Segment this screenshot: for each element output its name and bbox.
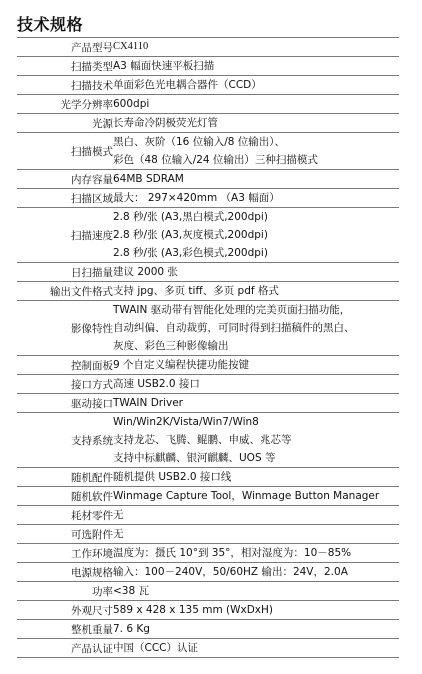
spec-value-line: 支持中标麒麟、银河麒麟、UOS 等: [113, 452, 276, 464]
spec-value: [113, 525, 399, 544]
spec-label: 产品型号: [71, 41, 113, 54]
spec-value-line: 2.8 秒/张 (A3,黑白模式,200dpi): [113, 211, 268, 223]
spec-value-line: 最大： 297×420mm （A3 幅面）: [113, 192, 280, 204]
spec-value: [113, 468, 399, 487]
spec-value-line: A3 幅面快速平板扫描: [113, 60, 215, 72]
spec-value: [113, 282, 399, 301]
spec-value: [113, 639, 399, 658]
spec-value-line: 64MB SDRAM: [113, 173, 184, 185]
spec-row: [17, 301, 399, 356]
spec-value-line: 支持龙芯、飞腾、鲲鹏、申威、兆芯等: [113, 434, 292, 446]
spec-value-line: 长寿命冷阴极荧光灯管: [113, 117, 218, 129]
spec-value-line: CX4110: [113, 41, 149, 52]
spec-label: 工作环境: [71, 547, 113, 560]
spec-value: [113, 620, 399, 639]
spec-label: 功率: [92, 585, 113, 598]
spec-label: 扫描技术: [71, 79, 113, 92]
spec-value-line: Winmage Capture Tool，Winmage Button Manager: [113, 490, 380, 502]
spec-value-line: 589 x 428 x 135 mm (WxDxH): [113, 604, 274, 616]
spec-value-line: 随机提供 USB2.0 接口线: [113, 471, 232, 483]
spec-row: [17, 114, 399, 133]
spec-value: [113, 356, 399, 375]
spec-row: [17, 375, 399, 394]
page-title: 技术规格: [17, 15, 84, 34]
spec-label: 随机配件: [71, 471, 113, 484]
spec-label: 支持系统: [71, 434, 113, 447]
spec-row: [17, 170, 399, 189]
spec-label: 影像特性: [71, 322, 113, 335]
spec-value: [113, 208, 399, 263]
spec-value: [113, 301, 399, 356]
spec-row: [17, 525, 399, 544]
spec-label: 耗材零件: [71, 509, 113, 522]
spec-label: 随机软件: [71, 490, 113, 503]
spec-table-body: [17, 38, 399, 658]
spec-value-line: 建议 2000 张: [113, 266, 178, 278]
spec-value: [113, 189, 399, 208]
spec-row: [17, 356, 399, 375]
spec-label: 光学分辨率: [60, 98, 113, 111]
spec-value: [113, 394, 399, 413]
spec-value: [113, 582, 399, 601]
spec-value-line: 600dpi: [113, 98, 150, 110]
spec-value-line: 自动纠偏、自动裁剪，可同时得到扫描稿件的黑白、: [113, 322, 355, 334]
spec-label: 外观尺寸: [71, 604, 113, 617]
spec-value-line: 输入：100－240V，50/60HZ 输出：24V，2.0A: [113, 566, 348, 578]
spec-value: [113, 413, 399, 468]
spec-value-line: 彩色（48 位输入/24 位输出）三种扫描模式: [113, 154, 318, 166]
spec-row: [17, 189, 399, 208]
spec-label: 产品认证: [71, 642, 113, 655]
spec-value-line: TWAIN 驱动带有智能化处理的完美页面扫描功能，: [113, 304, 351, 316]
spec-value-line: 温度为：摄氏 10°到 35°，相对湿度为：10－85%: [113, 547, 352, 559]
spec-value-line: 中国（CCC）认证: [113, 642, 198, 654]
spec-value: [113, 563, 399, 582]
spec-value-line: 无: [113, 509, 124, 521]
spec-label: 控制面板: [71, 359, 113, 372]
spec-value: [113, 133, 399, 170]
spec-row: [17, 639, 399, 658]
spec-value: [113, 544, 399, 563]
spec-label: 扫描区域: [71, 192, 113, 205]
spec-label: 接口方式: [71, 378, 113, 391]
spec-value: [113, 95, 399, 114]
spec-value-line: 2.8 秒/张 (A3,彩色模式,200dpi): [113, 247, 268, 259]
spec-row: [17, 76, 399, 95]
spec-row: [17, 38, 399, 57]
spec-label: 日扫描量: [71, 266, 113, 279]
spec-row: [17, 208, 399, 263]
spec-row: [17, 582, 399, 601]
spec-row: [17, 394, 399, 413]
spec-value: [113, 114, 399, 133]
spec-value-line: 2.8 秒/张 (A3,灰度模式,200dpi): [113, 229, 268, 241]
spec-label: 光源: [92, 117, 113, 130]
spec-value-line: 7. 6 Kg: [113, 623, 150, 635]
spec-value: [113, 487, 399, 506]
spec-row: [17, 563, 399, 582]
spec-value: [113, 170, 399, 189]
spec-row: [17, 544, 399, 563]
spec-value-line: 灰度、彩色三种影像输出: [113, 340, 229, 352]
spec-row: [17, 282, 399, 301]
spec-label: 扫描类型: [71, 60, 113, 73]
spec-value-line: 高速 USB2.0 接口: [113, 378, 200, 390]
spec-value-line: TWAIN Driver: [113, 397, 184, 409]
spec-value: [113, 38, 399, 57]
spec-row: [17, 95, 399, 114]
spec-label: 驱动接口: [71, 397, 113, 410]
spec-row: [17, 468, 399, 487]
spec-value-line: 9 个自定义编程快捷功能按键: [113, 359, 250, 371]
spec-label: 输出文件格式: [50, 285, 113, 298]
spec-row: [17, 506, 399, 525]
spec-label: 整机重量: [71, 623, 113, 636]
spec-row: [17, 487, 399, 506]
spec-value-line: Win/Win2K/Vista/Win7/Win8: [113, 416, 259, 428]
spec-label: 内存容量: [71, 173, 113, 186]
spec-value-line: <38 瓦: [113, 585, 149, 597]
spec-value: [113, 601, 399, 620]
spec-value-line: 无: [113, 528, 124, 540]
spec-value-line: 支持 jpg、多页 tiff、多页 pdf 格式: [113, 285, 279, 297]
spec-value: [113, 506, 399, 525]
spec-value: [113, 263, 399, 282]
spec-row: [17, 620, 399, 639]
spec-value-line: 黑白、灰阶（16 位输入/8 位输出）、: [113, 136, 286, 148]
spec-row: [17, 413, 399, 468]
spec-label: 扫描速度: [71, 229, 113, 242]
spec-row: [17, 263, 399, 282]
spec-value: [113, 57, 399, 76]
spec-value-line: 单面彩色光电耦合器件（CCD）: [113, 79, 262, 91]
spec-row: [17, 57, 399, 76]
spec-row: [17, 133, 399, 170]
spec-label: 扫描模式: [71, 145, 113, 158]
spec-value: [113, 375, 399, 394]
spec-row: [17, 601, 399, 620]
spec-table: [17, 37, 399, 658]
spec-label: 电源规格: [71, 566, 113, 579]
spec-value: [113, 76, 399, 95]
spec-label: 可选附件: [71, 528, 113, 541]
